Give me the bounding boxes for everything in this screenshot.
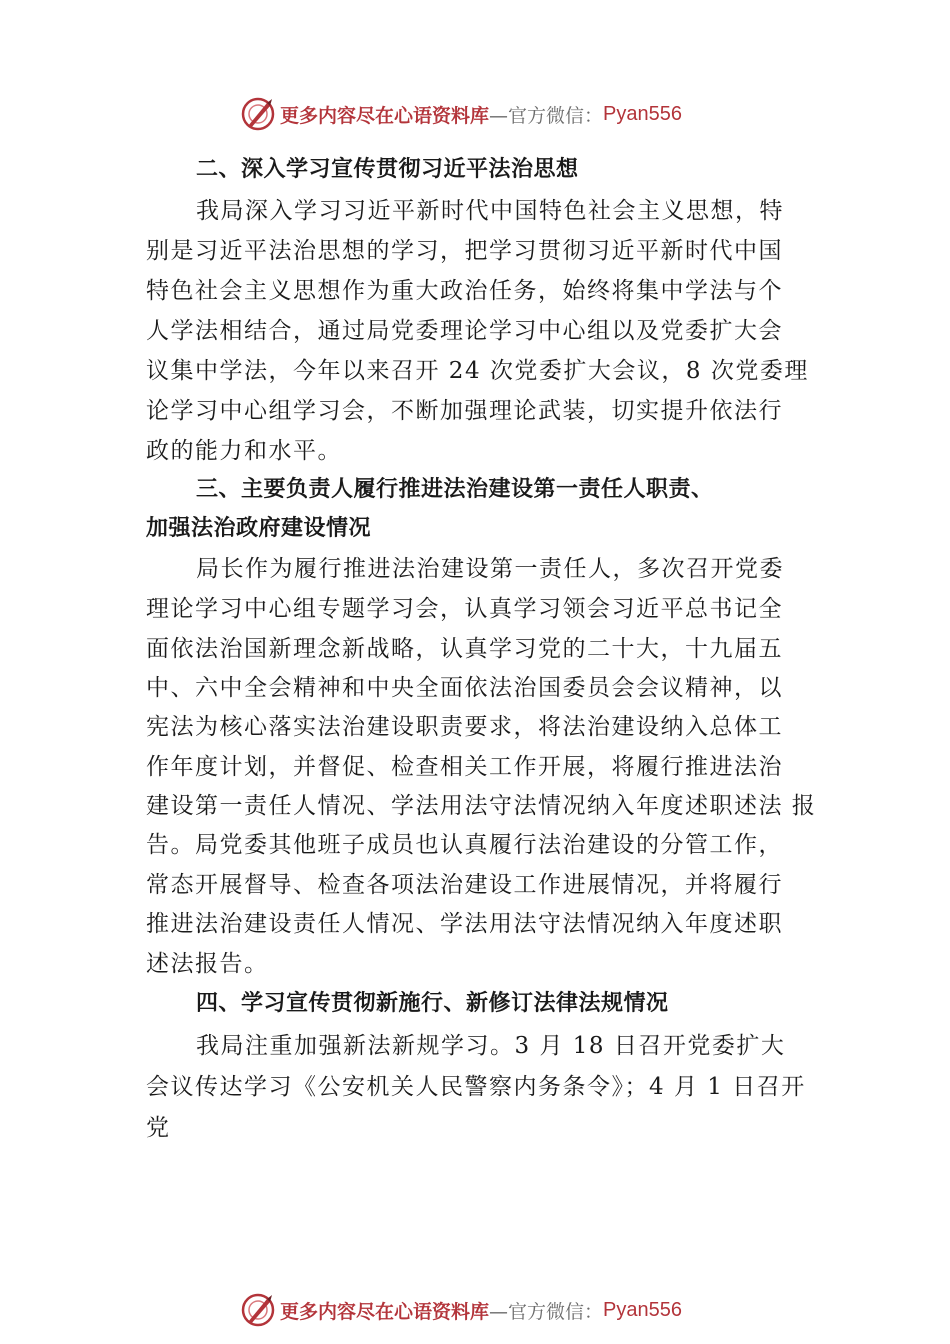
section4-line: 会议传达学习《公安机关人民警察内务条令》；4 月 1 日召开 bbox=[146, 1074, 806, 1100]
watermark-title: 更多内容尽在心语资料库 bbox=[280, 104, 490, 127]
watermark-title: 更多内容尽在心语资料库 bbox=[280, 1300, 490, 1323]
section2-line: 政的能力和水平。 bbox=[146, 438, 342, 464]
watermark-label: —官方微信： bbox=[489, 104, 604, 127]
section3-line: 常态开展督导、检查各项法治建设工作进展情况，并将履行 bbox=[146, 872, 783, 898]
section3-line: 理论学习中心组专题学习会，认真学习领会习近平总书记全 bbox=[146, 596, 783, 622]
section3-line: 面依法治国新理念新战略，认真学习党的二十大，十九届五 bbox=[146, 636, 783, 662]
section3-line: 中、六中全会精神和中央全面依法治国委员会会议精神，以 bbox=[146, 675, 783, 701]
watermark-wechat-id: Pyan556 bbox=[603, 102, 682, 125]
section3-line: 推进法治建设责任人情况、学法用法守法情况纳入年度述职 bbox=[146, 911, 783, 937]
watermark-footer bbox=[240, 1292, 682, 1328]
section3-heading: 三、主要负责人履行推进法治建设第一责任人职责、 bbox=[196, 477, 714, 502]
section3-heading-cont: 加强法治政府建设情况 bbox=[146, 516, 372, 541]
section4-line: 党 bbox=[146, 1115, 171, 1141]
section3-line: 述法报告。 bbox=[146, 951, 269, 977]
section2-line: 别是习近平法治思想的学习，把学习贯彻习近平新时代中国 bbox=[146, 238, 783, 264]
section2-line: 特色社会主义思想作为重大政治任务，始终将集中学法与个 bbox=[146, 278, 783, 304]
section4-line: 我局注重加强新法新规学习。3 月 18 日召开党委扩大 bbox=[196, 1033, 786, 1059]
quill-logo-icon bbox=[240, 96, 276, 132]
section3-line: 宪法为核心落实法治建设职责要求，将法治建设纳入总体工 bbox=[146, 714, 783, 740]
watermark-header bbox=[240, 96, 682, 132]
watermark-label: —官方微信： bbox=[489, 1300, 604, 1323]
section3-line: 建设第一责任人情况、学法用法守法情况纳入年度述职述法 报 bbox=[146, 793, 817, 819]
section2-line: 论学习中心组学习会，不断加强理论武装，切实提升依法行 bbox=[146, 398, 783, 424]
section4-heading: 四、学习宣传贯彻新施行、新修订法律法规情况 bbox=[196, 991, 669, 1016]
section2-line: 人学法相结合，通过局党委理论学习中心组以及党委扩大会 bbox=[146, 318, 783, 344]
section2-line: 议集中学法，今年以来召开 24 次党委扩大会议，8 次党委理 bbox=[146, 358, 809, 384]
quill-logo-icon bbox=[240, 1292, 276, 1328]
section2-heading: 二、深入学习宣传贯彻习近平法治思想 bbox=[196, 157, 579, 182]
section3-line: 告。局党委其他班子成员也认真履行法治建设的分管工作， bbox=[146, 832, 783, 858]
section3-line: 作年度计划，并督促、检查相关工作开展，将履行推进法治 bbox=[146, 754, 783, 780]
section2-line: 我局深入学习习近平新时代中国特色社会主义思想，特 bbox=[196, 198, 784, 224]
watermark-wechat-id: Pyan556 bbox=[603, 1298, 682, 1321]
section3-line: 局长作为履行推进法治建设第一责任人，多次召开党委 bbox=[196, 556, 784, 582]
